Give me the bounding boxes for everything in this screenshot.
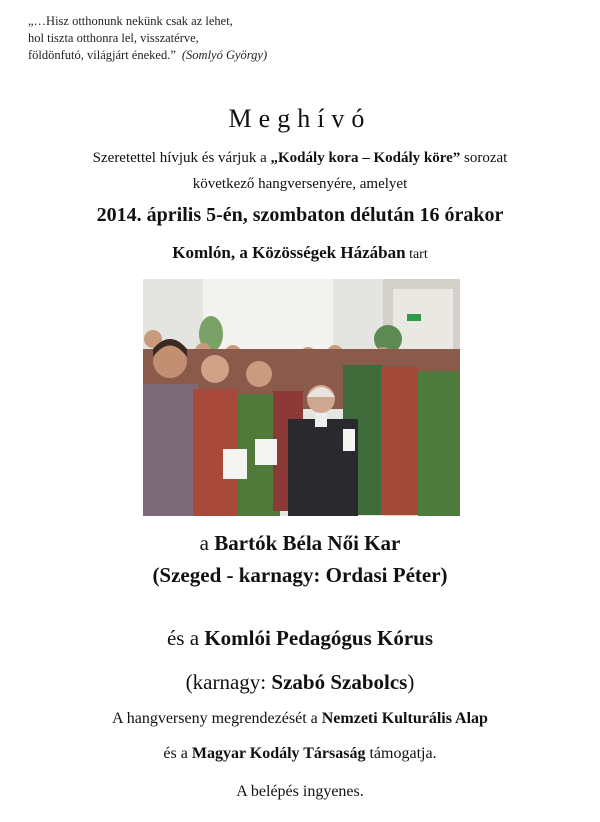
choir-1-line [0,531,600,556]
free-entry: A belépés ingyenes. [236,783,364,800]
support-fund: Nemzeti Kulturális Alap [321,710,488,727]
choir-2-conductor: Szabó Szabolcs [271,670,408,694]
quote-line-3 [28,47,267,64]
choir-photo [143,279,460,516]
support-line-2 [0,745,600,763]
support-line-1-pre: A hangverseny megrendezését a [112,710,322,727]
intro-pre: Szeretettel hívjuk és várjuk a [92,150,271,166]
choir-1-detail-text: (Szeged - karnagy: Ordasi Péter) [152,563,448,587]
event-place-line [0,243,600,263]
event-place-suffix: tart [405,247,428,262]
choir-1-name: Bartók Béla Női Kar [214,531,401,555]
epigraph-quote [28,13,267,64]
choir-2-prefix: és a [166,626,205,650]
quote-line-3-text: földönfutó, világjárt éneked.” [28,48,176,62]
choir-photo-drawing [143,279,460,516]
event-date: 2014. április 5-én, szombaton délután 16 órakor [96,204,504,226]
support-society: Magyar Kodály Társaság [191,745,366,762]
support-line-2-post: támogatja. [365,745,437,762]
choir-1-prefix: a [199,531,215,555]
support-line-1 [0,710,600,728]
intro-post: sorozat [460,150,508,166]
choir-2-detail [0,670,600,695]
event-place: Komlón, a Közösségek Házában [172,243,406,262]
choir-2-detail-pre: (karnagy: [185,670,272,694]
intro-line-2: következő hangversenyére, amelyet [192,176,408,192]
intro-line-1 [0,150,600,167]
series-name: „Kodály kora – Kodály köre” [270,150,461,166]
choir-2-detail-post: ) [407,670,415,694]
quote-line-1: „…Hisz otthonunk nekünk csak az lehet, [28,14,233,28]
choir-2-name: Komlói Pedagógus Kórus [204,626,433,650]
page-title: Meghívó [228,104,372,133]
quote-author: (Somlyó György) [181,48,268,62]
quote-line-2: hol tiszta otthonra lel, visszatérve, [28,31,199,45]
choir-2-line [0,626,600,651]
choir-1-detail [0,563,600,588]
support-line-2-pre: és a [163,745,192,762]
